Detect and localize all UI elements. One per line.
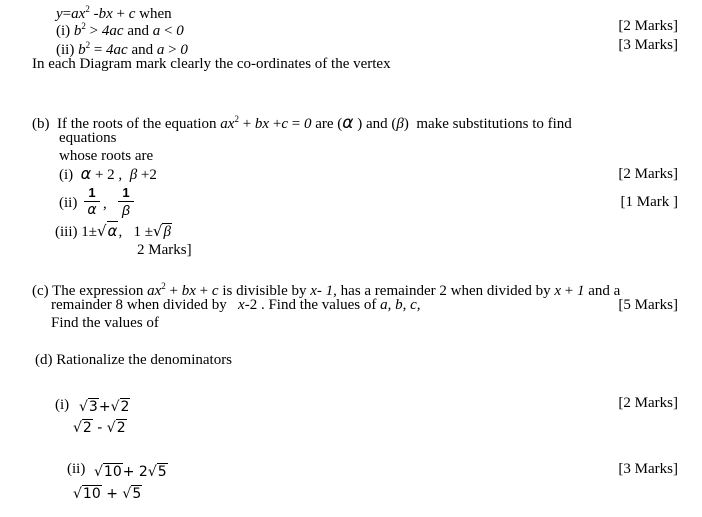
part-b-item-ii-sep: , xyxy=(103,196,107,212)
part-a-case-ii: (ii) $b^2 = 4ac$ and a > 0 xyxy=(56,40,188,58)
part-d-item-i-numerator: √3+√2 xyxy=(79,399,130,415)
part-a-equation: $y=ax^2$ -bx + c when xyxy=(56,4,172,22)
part-c-line3: Find the values of xyxy=(51,315,159,331)
part-c-line2-marks: [5 Marks] xyxy=(618,297,678,313)
part-b-stem-cont1: equations xyxy=(59,130,117,146)
part-a-instruction: In each Diagram mark clearly the co-ordinates of the vertex xyxy=(32,56,391,72)
part-b-item-iii-marks: 2 Marks] xyxy=(137,242,192,258)
part-d-item-i-denominator: √2 - √2 xyxy=(73,420,126,436)
part-a-case-i: (i) $b^2 > 4ac$ and a < 0 xyxy=(56,21,184,39)
part-a-case-i-marks: [2 Marks] xyxy=(618,18,678,34)
part-d-heading: (d) Rationalize the denominators xyxy=(35,352,233,368)
part-b-stem: (b) If the roots of the equation $ax^2$ + bx +c = 0 are (α ) and (β) make substitutions to find xyxy=(32,113,572,133)
part-c-line1: (c) The expression $ax^2$ + bx + c is divisible by x- 1, has a remainder 2 when divided by x + 1 and a xyxy=(32,281,621,299)
part-d-item-i-marks: [2 Marks] xyxy=(618,395,678,411)
part-d-item-ii-numerator: √10+ 2√5 xyxy=(94,464,167,480)
part-b-item-ii-label: (ii) xyxy=(59,195,78,211)
part-d-item-ii-denominator: √10 + √5 xyxy=(73,486,142,502)
part-b-item-iii: (iii) 1±√α, 1 ±√β xyxy=(55,222,171,240)
part-d-item-ii-label: (ii) xyxy=(67,461,86,477)
part-d-item-i-label: (i) xyxy=(55,397,70,413)
part-b-item-i: (i) α + 2 , β +2 xyxy=(59,164,157,183)
part-b-item-ii-marks: [1 Mark ] xyxy=(620,194,678,210)
part-b-item-ii-fraction-2: 1 β xyxy=(118,185,134,218)
part-c-line2: remainder 8 when divided by x-2 . Find the values of a, b, c, xyxy=(51,297,421,313)
part-a-case-ii-marks: [3 Marks] xyxy=(618,37,678,53)
part-d-item-ii-marks: [3 Marks] xyxy=(618,461,678,477)
part-b-item-i-marks: [2 Marks] xyxy=(618,166,678,182)
part-b-stem-cont2: whose roots are xyxy=(59,148,154,164)
part-b-item-ii-fraction-1: 1 α xyxy=(84,185,100,218)
